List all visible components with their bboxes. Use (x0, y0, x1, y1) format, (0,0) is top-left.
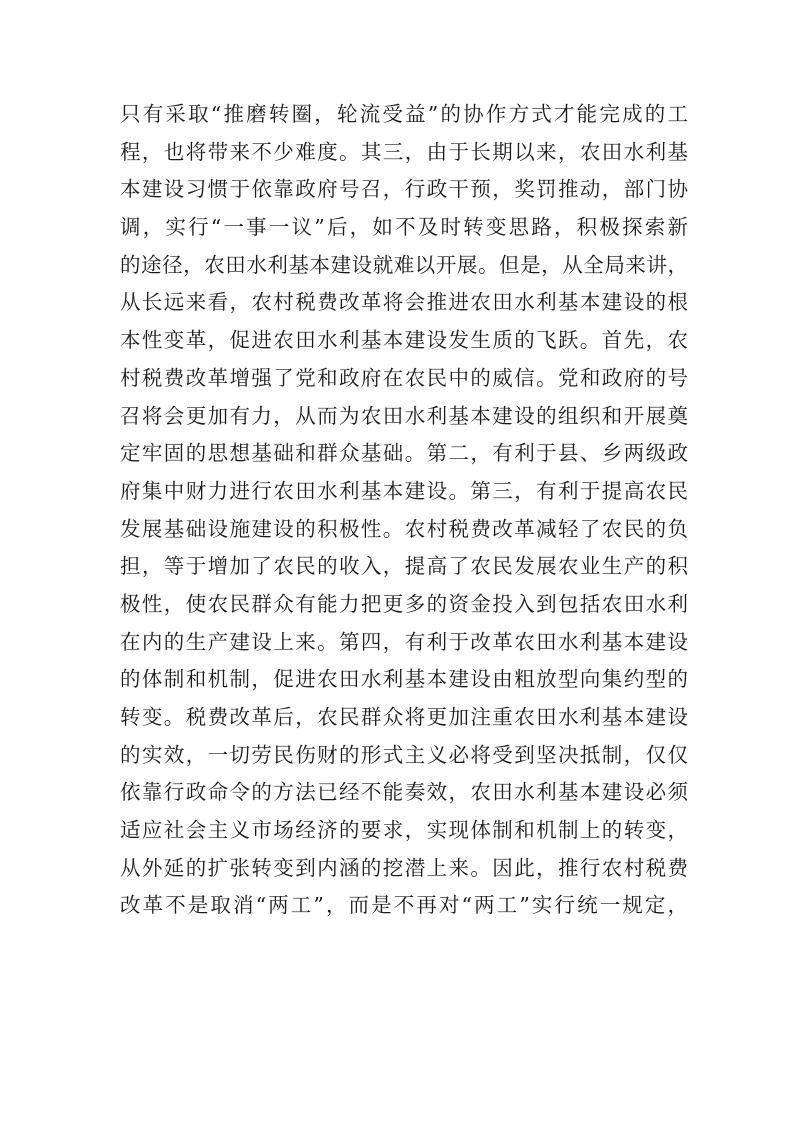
text-line: 改革不是取消“两工”，而是不再对“两工”实行统一规定， (120, 893, 688, 918)
text-line: 只有采取“推磨转圈，轮流受益”的协作方式才能完成的工 (120, 102, 688, 126)
text-line: 的体制和机制，促进农田水利基本建设由粗放型向集约型的 (120, 667, 688, 692)
text-line: 的途径，农田水利基本建设就难以开展。但是，从全局来讲， (120, 252, 688, 277)
text-line: 召将会更加有力，从而为农田水利基本建设的组织和开展奠 (120, 403, 688, 428)
text-line: 在内的生产建设上来。第四，有利于改革农田水利基本建设 (120, 629, 688, 654)
text-line: 从外延的扩张转变到内涵的挖潜上来。因此，推行农村税费 (120, 855, 688, 880)
text-line: 村税费改革增强了党和政府在农民中的威信。党和政府的号 (120, 365, 688, 390)
text-line: 依靠行政命令的方法已经不能奏效，农田水利基本建设必须 (120, 780, 688, 805)
text-line: 府集中财力进行农田水利基本建设。第三，有利于提高农民 (120, 478, 688, 503)
text-line: 担，等于增加了农民的收入，提高了农民发展农业生产的积 (120, 554, 688, 579)
text-line: 适应社会主义市场经济的要求，实现体制和机制上的转变， (120, 818, 688, 843)
text-line: 本性变革，促进农田水利基本建设发生质的飞跃。首先，农 (120, 328, 688, 353)
text-line: 发展基础设施建设的积极性。农村税费改革减轻了农民的负 (120, 516, 688, 541)
text-line: 从长远来看，农村税费改革将会推进农田水利基本建设的根 (120, 290, 688, 315)
text-line: 定牢固的思想基础和群众基础。第二，有利于县、乡两级政 (120, 441, 688, 466)
body-paragraph (120, 96, 688, 925)
text-line: 调，实行“一事一议”后，如不及时转变思路，积极探索新 (120, 215, 688, 240)
text-line: 本建设习惯于依靠政府号召，行政干预，奖罚推动，部门协 (120, 177, 688, 202)
text-line: 极性，使农民群众有能力把更多的资金投入到包括农田水利 (120, 591, 688, 616)
text-line: 转变。税费改革后，农民群众将更加注重农田水利基本建设 (120, 705, 688, 729)
text-line: 程，也将带来不少难度。其三，由于长期以来，农田水利基 (120, 139, 688, 164)
text-line: 的实效，一切劳民伤财的形式主义必将受到坚决抵制，仅仅 (120, 742, 688, 767)
